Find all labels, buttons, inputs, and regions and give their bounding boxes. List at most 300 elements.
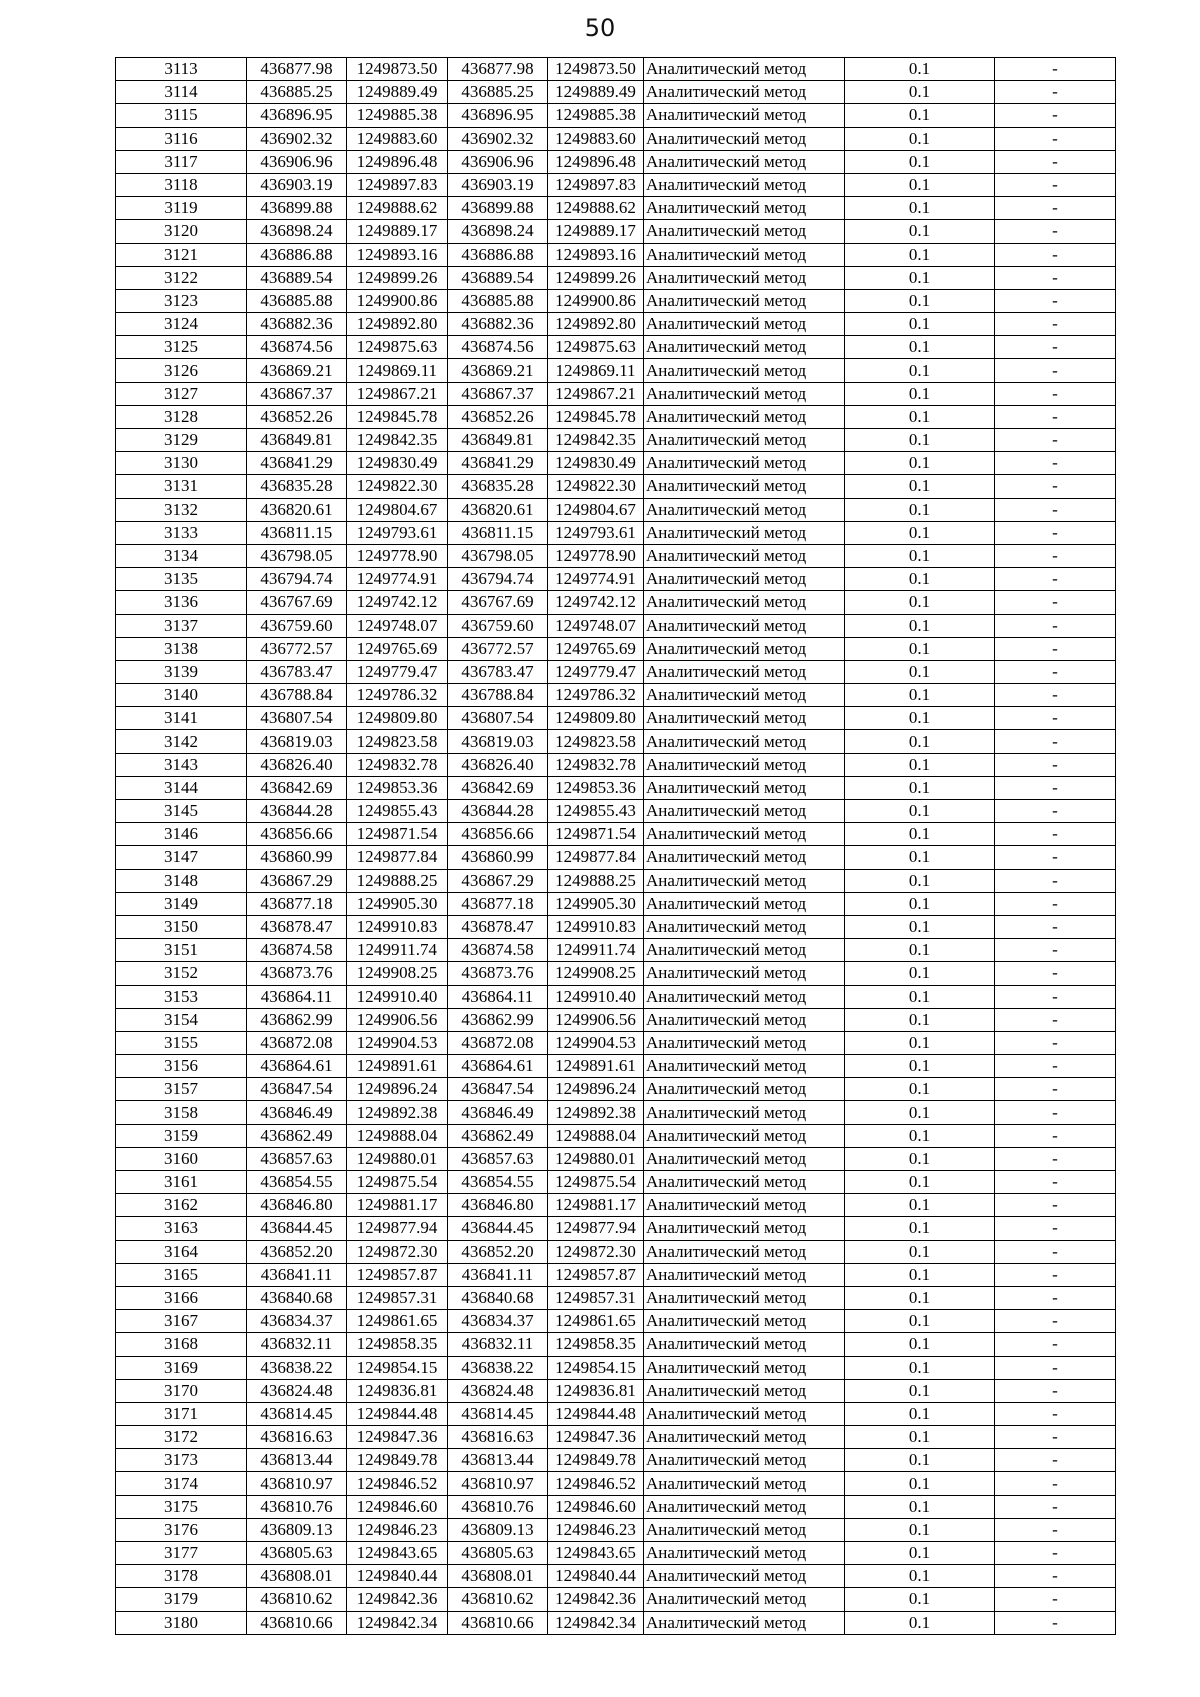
precision-cell: 0.1	[845, 58, 995, 81]
y-coordinate-cell: 1249867.21	[347, 382, 448, 405]
table-row	[116, 544, 1116, 567]
precision-cell: 0.1	[845, 614, 995, 637]
precision-cell: 0.1	[845, 915, 995, 938]
x-coordinate-cell: 436759.60	[448, 614, 548, 637]
y-coordinate-cell: 1249888.62	[347, 197, 448, 220]
note-cell: -	[995, 730, 1116, 753]
note-cell: -	[995, 1124, 1116, 1147]
method-cell: Аналитический метод	[644, 985, 845, 1008]
y-coordinate-cell: 1249846.52	[548, 1472, 644, 1495]
x-coordinate-cell: 436844.45	[247, 1217, 347, 1240]
note-cell: -	[995, 243, 1116, 266]
y-coordinate-cell: 1249893.16	[347, 243, 448, 266]
y-coordinate-cell: 1249836.81	[347, 1379, 448, 1402]
method-cell: Аналитический метод	[644, 1194, 845, 1217]
y-coordinate-cell: 1249877.94	[347, 1217, 448, 1240]
note-cell: -	[995, 220, 1116, 243]
x-coordinate-cell: 436810.62	[448, 1588, 548, 1611]
y-coordinate-cell: 1249842.34	[347, 1611, 448, 1634]
note-cell: -	[995, 591, 1116, 614]
y-coordinate-cell: 1249875.54	[548, 1171, 644, 1194]
table-row	[116, 336, 1116, 359]
y-coordinate-cell: 1249846.60	[548, 1495, 644, 1518]
note-cell: -	[995, 289, 1116, 312]
point-id-cell: 3136	[116, 591, 247, 614]
table-row	[116, 637, 1116, 660]
method-cell: Аналитический метод	[644, 1286, 845, 1309]
y-coordinate-cell: 1249900.86	[347, 289, 448, 312]
precision-cell: 0.1	[845, 1333, 995, 1356]
point-id-cell: 3121	[116, 243, 247, 266]
method-cell: Аналитический метод	[644, 405, 845, 428]
x-coordinate-cell: 436805.63	[247, 1542, 347, 1565]
y-coordinate-cell: 1249846.23	[347, 1518, 448, 1541]
x-coordinate-cell: 436832.11	[247, 1333, 347, 1356]
x-coordinate-cell: 436772.57	[247, 637, 347, 660]
x-coordinate-cell: 436869.21	[247, 359, 347, 382]
point-id-cell: 3172	[116, 1426, 247, 1449]
point-id-cell: 3148	[116, 869, 247, 892]
table-row	[116, 1379, 1116, 1402]
y-coordinate-cell: 1249786.32	[548, 684, 644, 707]
y-coordinate-cell: 1249875.54	[347, 1171, 448, 1194]
note-cell: -	[995, 336, 1116, 359]
x-coordinate-cell: 436877.98	[448, 58, 548, 81]
x-coordinate-cell: 436810.76	[448, 1495, 548, 1518]
method-cell: Аналитический метод	[644, 939, 845, 962]
y-coordinate-cell: 1249742.12	[347, 591, 448, 614]
precision-cell: 0.1	[845, 150, 995, 173]
note-cell: -	[995, 800, 1116, 823]
note-cell: -	[995, 1194, 1116, 1217]
note-cell: -	[995, 266, 1116, 289]
table-row	[116, 1217, 1116, 1240]
point-id-cell: 3153	[116, 985, 247, 1008]
x-coordinate-cell: 436807.54	[247, 707, 347, 730]
table-row	[116, 1472, 1116, 1495]
y-coordinate-cell: 1249845.78	[548, 405, 644, 428]
y-coordinate-cell: 1249748.07	[347, 614, 448, 637]
point-id-cell: 3140	[116, 684, 247, 707]
y-coordinate-cell: 1249836.81	[548, 1379, 644, 1402]
precision-cell: 0.1	[845, 336, 995, 359]
x-coordinate-cell: 436864.61	[247, 1055, 347, 1078]
table-row	[116, 150, 1116, 173]
method-cell: Аналитический метод	[644, 660, 845, 683]
y-coordinate-cell: 1249842.35	[548, 429, 644, 452]
point-id-cell: 3166	[116, 1286, 247, 1309]
x-coordinate-cell: 436810.62	[247, 1588, 347, 1611]
method-cell: Аналитический метод	[644, 1379, 845, 1402]
y-coordinate-cell: 1249845.78	[347, 405, 448, 428]
y-coordinate-cell: 1249858.35	[548, 1333, 644, 1356]
y-coordinate-cell: 1249880.01	[347, 1147, 448, 1170]
point-id-cell: 3120	[116, 220, 247, 243]
method-cell: Аналитический метод	[644, 846, 845, 869]
y-coordinate-cell: 1249910.83	[347, 915, 448, 938]
note-cell: -	[995, 776, 1116, 799]
x-coordinate-cell: 436889.54	[448, 266, 548, 289]
x-coordinate-cell: 436834.37	[448, 1310, 548, 1333]
x-coordinate-cell: 436906.96	[448, 150, 548, 173]
x-coordinate-cell: 436811.15	[448, 521, 548, 544]
method-cell: Аналитический метод	[644, 313, 845, 336]
y-coordinate-cell: 1249905.30	[347, 892, 448, 915]
point-id-cell: 3129	[116, 429, 247, 452]
y-coordinate-cell: 1249853.36	[347, 776, 448, 799]
x-coordinate-cell: 436841.11	[448, 1263, 548, 1286]
precision-cell: 0.1	[845, 892, 995, 915]
y-coordinate-cell: 1249823.58	[347, 730, 448, 753]
note-cell: -	[995, 104, 1116, 127]
y-coordinate-cell: 1249842.36	[347, 1588, 448, 1611]
point-id-cell: 3123	[116, 289, 247, 312]
x-coordinate-cell: 436809.13	[247, 1518, 347, 1541]
table-row	[116, 591, 1116, 614]
x-coordinate-cell: 436889.54	[247, 266, 347, 289]
x-coordinate-cell: 436844.45	[448, 1217, 548, 1240]
y-coordinate-cell: 1249793.61	[347, 521, 448, 544]
y-coordinate-cell: 1249904.53	[548, 1031, 644, 1054]
x-coordinate-cell: 436902.32	[448, 127, 548, 150]
y-coordinate-cell: 1249844.48	[548, 1402, 644, 1425]
y-coordinate-cell: 1249855.43	[548, 800, 644, 823]
x-coordinate-cell: 436852.26	[448, 405, 548, 428]
method-cell: Аналитический метод	[644, 892, 845, 915]
x-coordinate-cell: 436798.05	[448, 544, 548, 567]
method-cell: Аналитический метод	[644, 1426, 845, 1449]
x-coordinate-cell: 436864.61	[448, 1055, 548, 1078]
y-coordinate-cell: 1249889.17	[548, 220, 644, 243]
table-row	[116, 1008, 1116, 1031]
note-cell: -	[995, 313, 1116, 336]
y-coordinate-cell: 1249899.26	[347, 266, 448, 289]
point-id-cell: 3159	[116, 1124, 247, 1147]
y-coordinate-cell: 1249765.69	[548, 637, 644, 660]
y-coordinate-cell: 1249897.83	[548, 173, 644, 196]
y-coordinate-cell: 1249873.50	[548, 58, 644, 81]
method-cell: Аналитический метод	[644, 382, 845, 405]
table-row	[116, 498, 1116, 521]
point-id-cell: 3163	[116, 1217, 247, 1240]
y-coordinate-cell: 1249869.11	[548, 359, 644, 382]
y-coordinate-cell: 1249877.84	[548, 846, 644, 869]
precision-cell: 0.1	[845, 81, 995, 104]
x-coordinate-cell: 436882.36	[247, 313, 347, 336]
y-coordinate-cell: 1249889.17	[347, 220, 448, 243]
x-coordinate-cell: 436847.54	[247, 1078, 347, 1101]
point-id-cell: 3165	[116, 1263, 247, 1286]
precision-cell: 0.1	[845, 1565, 995, 1588]
y-coordinate-cell: 1249872.30	[548, 1240, 644, 1263]
x-coordinate-cell: 436857.63	[247, 1147, 347, 1170]
y-coordinate-cell: 1249893.16	[548, 243, 644, 266]
y-coordinate-cell: 1249881.17	[347, 1194, 448, 1217]
x-coordinate-cell: 436899.88	[247, 197, 347, 220]
precision-cell: 0.1	[845, 1426, 995, 1449]
y-coordinate-cell: 1249911.74	[347, 939, 448, 962]
note-cell: -	[995, 127, 1116, 150]
table-row	[116, 1495, 1116, 1518]
precision-cell: 0.1	[845, 591, 995, 614]
point-id-cell: 3147	[116, 846, 247, 869]
y-coordinate-cell: 1249861.65	[347, 1310, 448, 1333]
table-row	[116, 452, 1116, 475]
method-cell: Аналитический метод	[644, 243, 845, 266]
table-row	[116, 1518, 1116, 1541]
method-cell: Аналитический метод	[644, 429, 845, 452]
precision-cell: 0.1	[845, 498, 995, 521]
note-cell: -	[995, 869, 1116, 892]
x-coordinate-cell: 436835.28	[247, 475, 347, 498]
x-coordinate-cell: 436842.69	[448, 776, 548, 799]
point-id-cell: 3143	[116, 753, 247, 776]
x-coordinate-cell: 436788.84	[247, 684, 347, 707]
precision-cell: 0.1	[845, 1286, 995, 1309]
y-coordinate-cell: 1249896.24	[548, 1078, 644, 1101]
y-coordinate-cell: 1249869.11	[347, 359, 448, 382]
table-row	[116, 1147, 1116, 1170]
point-id-cell: 3130	[116, 452, 247, 475]
precision-cell: 0.1	[845, 313, 995, 336]
x-coordinate-cell: 436898.24	[247, 220, 347, 243]
precision-cell: 0.1	[845, 1101, 995, 1124]
note-cell: -	[995, 1472, 1116, 1495]
point-id-cell: 3175	[116, 1495, 247, 1518]
y-coordinate-cell: 1249888.04	[548, 1124, 644, 1147]
table-row	[116, 684, 1116, 707]
x-coordinate-cell: 436811.15	[247, 521, 347, 544]
method-cell: Аналитический метод	[644, 150, 845, 173]
method-cell: Аналитический метод	[644, 1124, 845, 1147]
note-cell: -	[995, 81, 1116, 104]
table-row	[116, 915, 1116, 938]
note-cell: -	[995, 823, 1116, 846]
x-coordinate-cell: 436819.03	[448, 730, 548, 753]
y-coordinate-cell: 1249765.69	[347, 637, 448, 660]
y-coordinate-cell: 1249875.63	[347, 336, 448, 359]
point-id-cell: 3169	[116, 1356, 247, 1379]
point-id-cell: 3118	[116, 173, 247, 196]
note-cell: -	[995, 1518, 1116, 1541]
x-coordinate-cell: 436813.44	[448, 1449, 548, 1472]
x-coordinate-cell: 436834.37	[247, 1310, 347, 1333]
x-coordinate-cell: 436819.03	[247, 730, 347, 753]
table-row	[116, 1449, 1116, 1472]
x-coordinate-cell: 436852.26	[247, 405, 347, 428]
x-coordinate-cell: 436869.21	[448, 359, 548, 382]
y-coordinate-cell: 1249889.49	[548, 81, 644, 104]
precision-cell: 0.1	[845, 1588, 995, 1611]
point-id-cell: 3141	[116, 707, 247, 730]
x-coordinate-cell: 436874.56	[448, 336, 548, 359]
point-id-cell: 3119	[116, 197, 247, 220]
method-cell: Аналитический метод	[644, 1031, 845, 1054]
note-cell: -	[995, 939, 1116, 962]
x-coordinate-cell: 436878.47	[448, 915, 548, 938]
precision-cell: 0.1	[845, 1379, 995, 1402]
precision-cell: 0.1	[845, 1518, 995, 1541]
y-coordinate-cell: 1249892.38	[548, 1101, 644, 1124]
precision-cell: 0.1	[845, 1217, 995, 1240]
note-cell: -	[995, 1402, 1116, 1425]
y-coordinate-cell: 1249911.74	[548, 939, 644, 962]
method-cell: Аналитический метод	[644, 962, 845, 985]
method-cell: Аналитический метод	[644, 614, 845, 637]
method-cell: Аналитический метод	[644, 1055, 845, 1078]
x-coordinate-cell: 436813.44	[247, 1449, 347, 1472]
table-row	[116, 660, 1116, 683]
x-coordinate-cell: 436862.99	[247, 1008, 347, 1031]
point-id-cell: 3180	[116, 1611, 247, 1634]
table-row	[116, 869, 1116, 892]
precision-cell: 0.1	[845, 730, 995, 753]
x-coordinate-cell: 436903.19	[448, 173, 548, 196]
method-cell: Аналитический метод	[644, 1588, 845, 1611]
x-coordinate-cell: 436841.29	[448, 452, 548, 475]
table-row	[116, 823, 1116, 846]
table-row	[116, 1310, 1116, 1333]
table-row	[116, 1611, 1116, 1634]
point-id-cell: 3176	[116, 1518, 247, 1541]
y-coordinate-cell: 1249857.31	[347, 1286, 448, 1309]
note-cell: -	[995, 1240, 1116, 1263]
point-id-cell: 3178	[116, 1565, 247, 1588]
method-cell: Аналитический метод	[644, 197, 845, 220]
precision-cell: 0.1	[845, 1472, 995, 1495]
y-coordinate-cell: 1249889.49	[347, 81, 448, 104]
point-id-cell: 3168	[116, 1333, 247, 1356]
x-coordinate-cell: 436857.63	[448, 1147, 548, 1170]
precision-cell: 0.1	[845, 266, 995, 289]
x-coordinate-cell: 436824.48	[448, 1379, 548, 1402]
y-coordinate-cell: 1249832.78	[347, 753, 448, 776]
x-coordinate-cell: 436874.58	[448, 939, 548, 962]
method-cell: Аналитический метод	[644, 266, 845, 289]
note-cell: -	[995, 846, 1116, 869]
table-row	[116, 266, 1116, 289]
x-coordinate-cell: 436854.55	[247, 1171, 347, 1194]
precision-cell: 0.1	[845, 475, 995, 498]
x-coordinate-cell: 436840.68	[247, 1286, 347, 1309]
y-coordinate-cell: 1249778.90	[548, 544, 644, 567]
table-row	[116, 1402, 1116, 1425]
y-coordinate-cell: 1249809.80	[548, 707, 644, 730]
y-coordinate-cell: 1249847.36	[548, 1426, 644, 1449]
point-id-cell: 3116	[116, 127, 247, 150]
y-coordinate-cell: 1249779.47	[548, 660, 644, 683]
x-coordinate-cell: 436794.74	[247, 568, 347, 591]
y-coordinate-cell: 1249842.34	[548, 1611, 644, 1634]
table-row	[116, 1240, 1116, 1263]
x-coordinate-cell: 436767.69	[247, 591, 347, 614]
y-coordinate-cell: 1249774.91	[347, 568, 448, 591]
x-coordinate-cell: 436886.88	[247, 243, 347, 266]
method-cell: Аналитический метод	[644, 800, 845, 823]
method-cell: Аналитический метод	[644, 220, 845, 243]
x-coordinate-cell: 436838.22	[448, 1356, 548, 1379]
precision-cell: 0.1	[845, 1055, 995, 1078]
table-row	[116, 521, 1116, 544]
y-coordinate-cell: 1249846.23	[548, 1518, 644, 1541]
note-cell: -	[995, 1310, 1116, 1333]
table-row	[116, 289, 1116, 312]
method-cell: Аналитический метод	[644, 1240, 845, 1263]
y-coordinate-cell: 1249900.86	[548, 289, 644, 312]
coordinates-table	[115, 57, 1116, 1635]
x-coordinate-cell: 436842.69	[247, 776, 347, 799]
precision-cell: 0.1	[845, 1542, 995, 1565]
x-coordinate-cell: 436841.11	[247, 1263, 347, 1286]
note-cell: -	[995, 1588, 1116, 1611]
y-coordinate-cell: 1249892.80	[548, 313, 644, 336]
precision-cell: 0.1	[845, 104, 995, 127]
method-cell: Аналитический метод	[644, 1542, 845, 1565]
point-id-cell: 3179	[116, 1588, 247, 1611]
precision-cell: 0.1	[845, 869, 995, 892]
y-coordinate-cell: 1249888.25	[347, 869, 448, 892]
x-coordinate-cell: 436840.68	[448, 1286, 548, 1309]
method-cell: Аналитический метод	[644, 730, 845, 753]
x-coordinate-cell: 436759.60	[247, 614, 347, 637]
y-coordinate-cell: 1249854.15	[347, 1356, 448, 1379]
point-id-cell: 3127	[116, 382, 247, 405]
y-coordinate-cell: 1249871.54	[347, 823, 448, 846]
y-coordinate-cell: 1249846.60	[347, 1495, 448, 1518]
y-coordinate-cell: 1249896.24	[347, 1078, 448, 1101]
y-coordinate-cell: 1249840.44	[347, 1565, 448, 1588]
table-row	[116, 1263, 1116, 1286]
x-coordinate-cell: 436867.37	[247, 382, 347, 405]
y-coordinate-cell: 1249854.15	[548, 1356, 644, 1379]
method-cell: Аналитический метод	[644, 568, 845, 591]
table-body	[116, 58, 1116, 1635]
precision-cell: 0.1	[845, 1240, 995, 1263]
method-cell: Аналитический метод	[644, 1356, 845, 1379]
table-row	[116, 243, 1116, 266]
table-row	[116, 475, 1116, 498]
point-id-cell: 3113	[116, 58, 247, 81]
note-cell: -	[995, 544, 1116, 567]
point-id-cell: 3171	[116, 1402, 247, 1425]
note-cell: -	[995, 1008, 1116, 1031]
point-id-cell: 3135	[116, 568, 247, 591]
x-coordinate-cell: 436862.99	[448, 1008, 548, 1031]
x-coordinate-cell: 436832.11	[448, 1333, 548, 1356]
method-cell: Аналитический метод	[644, 173, 845, 196]
method-cell: Аналитический метод	[644, 1263, 845, 1286]
precision-cell: 0.1	[845, 1263, 995, 1286]
y-coordinate-cell: 1249779.47	[347, 660, 448, 683]
method-cell: Аналитический метод	[644, 336, 845, 359]
y-coordinate-cell: 1249857.31	[548, 1286, 644, 1309]
note-cell: -	[995, 1449, 1116, 1472]
precision-cell: 0.1	[845, 1356, 995, 1379]
table-row	[116, 81, 1116, 104]
precision-cell: 0.1	[845, 289, 995, 312]
x-coordinate-cell: 436856.66	[247, 823, 347, 846]
precision-cell: 0.1	[845, 846, 995, 869]
x-coordinate-cell: 436847.54	[448, 1078, 548, 1101]
page-number: 50	[584, 14, 616, 42]
x-coordinate-cell: 436852.20	[448, 1240, 548, 1263]
precision-cell: 0.1	[845, 753, 995, 776]
y-coordinate-cell: 1249906.56	[347, 1008, 448, 1031]
precision-cell: 0.1	[845, 521, 995, 544]
note-cell: -	[995, 475, 1116, 498]
precision-cell: 0.1	[845, 985, 995, 1008]
point-id-cell: 3150	[116, 915, 247, 938]
